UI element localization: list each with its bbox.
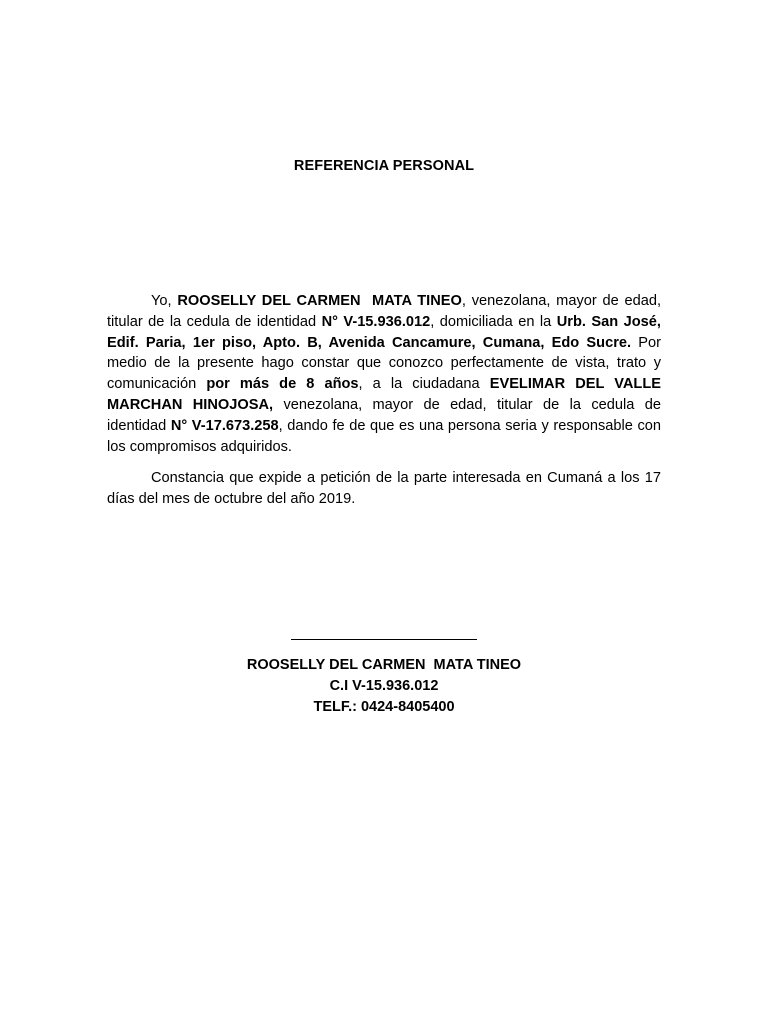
para1-run: , domiciliada en la — [430, 313, 557, 330]
para1-run: , dando fe de que es una persona seria y responsable con los compromisos adquiridos. — [107, 417, 661, 455]
para1-run: venezolana, mayor de edad, titular de la cedula de identidad — [107, 396, 661, 434]
para1-run: por más de 8 años — [206, 376, 359, 393]
signatory-name: ROOSELLY DEL CARMEN MATA TINEO — [246, 657, 522, 673]
para1-run: , a la ciudadana — [358, 376, 490, 393]
para1-run: Por medio de la presente hago constar que conozco perfectamente de vista, trato y comunicación — [107, 334, 662, 393]
signatory-phone: TELF.: 0424-8405400 — [313, 698, 455, 715]
para1-run: Urb. San José, Edif. Paria, 1er piso, Apto. B, Avenida Cancamure, Cumana, Edo Sucre. — [107, 313, 661, 351]
para1-run: Yo, — [151, 293, 178, 309]
body-paragraph-1 — [107, 291, 661, 457]
body-paragraph-2 — [107, 468, 661, 510]
para2-text: Constancia que expide a petición de la parte interesada en Cumaná a los 17 días del mes de octubre del año 2019. — [107, 470, 661, 507]
para1-run: , venezolana, mayor de edad, titular de la cedula de identidad — [107, 293, 662, 330]
document-title: REFERENCIA PERSONAL — [293, 158, 475, 174]
para1-run: N° V-17.673.258 — [170, 417, 279, 434]
para1-run: N° V-15.936.012 — [321, 313, 431, 330]
para1-run: EVELIMAR DEL VALLE MARCHAN HINOJOSA, — [107, 376, 661, 413]
signatory-id: C.I V-15.936.012 — [329, 677, 439, 694]
signature-block — [0, 655, 768, 717]
signature-line — [291, 639, 477, 640]
para1-run: ROOSELLY DEL CARMEN MATA TINEO — [177, 293, 462, 309]
